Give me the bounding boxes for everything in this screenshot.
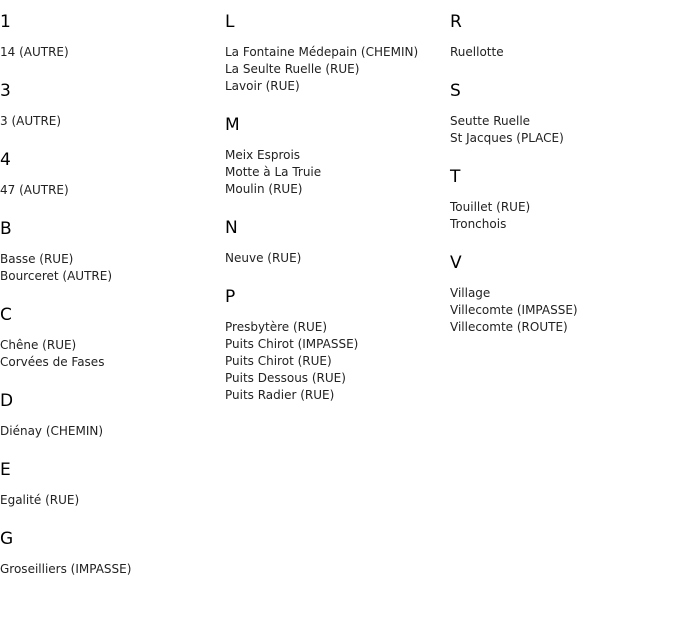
section-letter-heading: M [225,115,240,135]
section-letter-heading: T [450,167,461,187]
section-letter-heading: V [450,253,462,273]
letter-section [225,216,445,267]
street-entry: Puits Chirot (RUE) [225,354,332,368]
street-entry: Puits Radier (RUE) [225,388,335,402]
section-letter-heading: P [225,287,236,307]
street-entry: Presbytère (RUE) [225,320,328,334]
section-letter-heading: 4 [0,150,11,170]
street-entry: Seutte Ruelle [450,114,531,128]
section-letter-heading: D [0,391,14,411]
street-entry: Groseilliers (IMPASSE) [0,562,132,576]
street-entry: Touillet (RUE) [450,200,531,214]
section-letter-heading: N [225,218,238,238]
letter-section [225,285,445,404]
street-entry: Village [450,286,491,300]
section-letter-heading: 1 [0,12,11,32]
letter-section [0,458,220,509]
index-column-3 [450,10,670,354]
letter-section [0,527,220,578]
section-letter-heading: B [0,219,12,239]
street-entry: 3 (AUTRE) [0,114,62,128]
section-letter-heading: 3 [0,81,11,101]
street-entry: Puits Chirot (IMPASSE) [225,337,359,351]
letter-section [450,251,670,336]
section-letter-heading: G [0,529,14,549]
letter-section [0,303,220,371]
street-entry: Tronchois [450,217,507,231]
letter-section [450,165,670,233]
letter-section [0,79,220,130]
letter-section [0,148,220,199]
letter-section [0,10,220,61]
street-entry: Basse (RUE) [0,252,74,266]
street-entry: La Fontaine Médepain (CHEMIN) [225,45,419,59]
section-letter-heading: L [225,12,235,32]
street-entry: Moulin (RUE) [225,182,303,196]
letter-section [0,389,220,440]
street-entry: Neuve (RUE) [225,251,302,265]
street-entry: Bourceret (AUTRE) [0,269,113,283]
section-letter-heading: R [450,12,462,32]
street-entry: Puits Dessous (RUE) [225,371,346,385]
section-letter-heading: E [0,460,11,480]
letter-section [225,113,445,198]
index-column-1 [0,10,220,596]
letter-section [450,10,670,61]
street-entry: Motte à La Truie [225,165,322,179]
street-entry: La Seulte Ruelle (RUE) [225,62,360,76]
street-entry: 14 (AUTRE) [0,45,69,59]
street-entry: Ruellotte [450,45,504,59]
street-entry: 47 (AUTRE) [0,183,69,197]
street-entry: Egalité (RUE) [0,493,80,507]
street-entry: Corvées de Fases [0,355,105,369]
street-entry: St Jacques (PLACE) [450,131,564,145]
letter-section [450,79,670,147]
section-letter-heading: C [0,305,12,325]
index-column-2 [225,10,445,422]
street-entry: Meix Esprois [225,148,301,162]
street-entry: Villecomte (ROUTE) [450,320,568,334]
section-letter-heading: S [450,81,461,101]
street-entry: Diénay (CHEMIN) [0,424,104,438]
letter-section [0,217,220,285]
street-entry: Lavoir (RUE) [225,79,300,93]
street-entry: Villecomte (IMPASSE) [450,303,578,317]
street-entry: Chêne (RUE) [0,338,77,352]
letter-section [225,10,445,95]
